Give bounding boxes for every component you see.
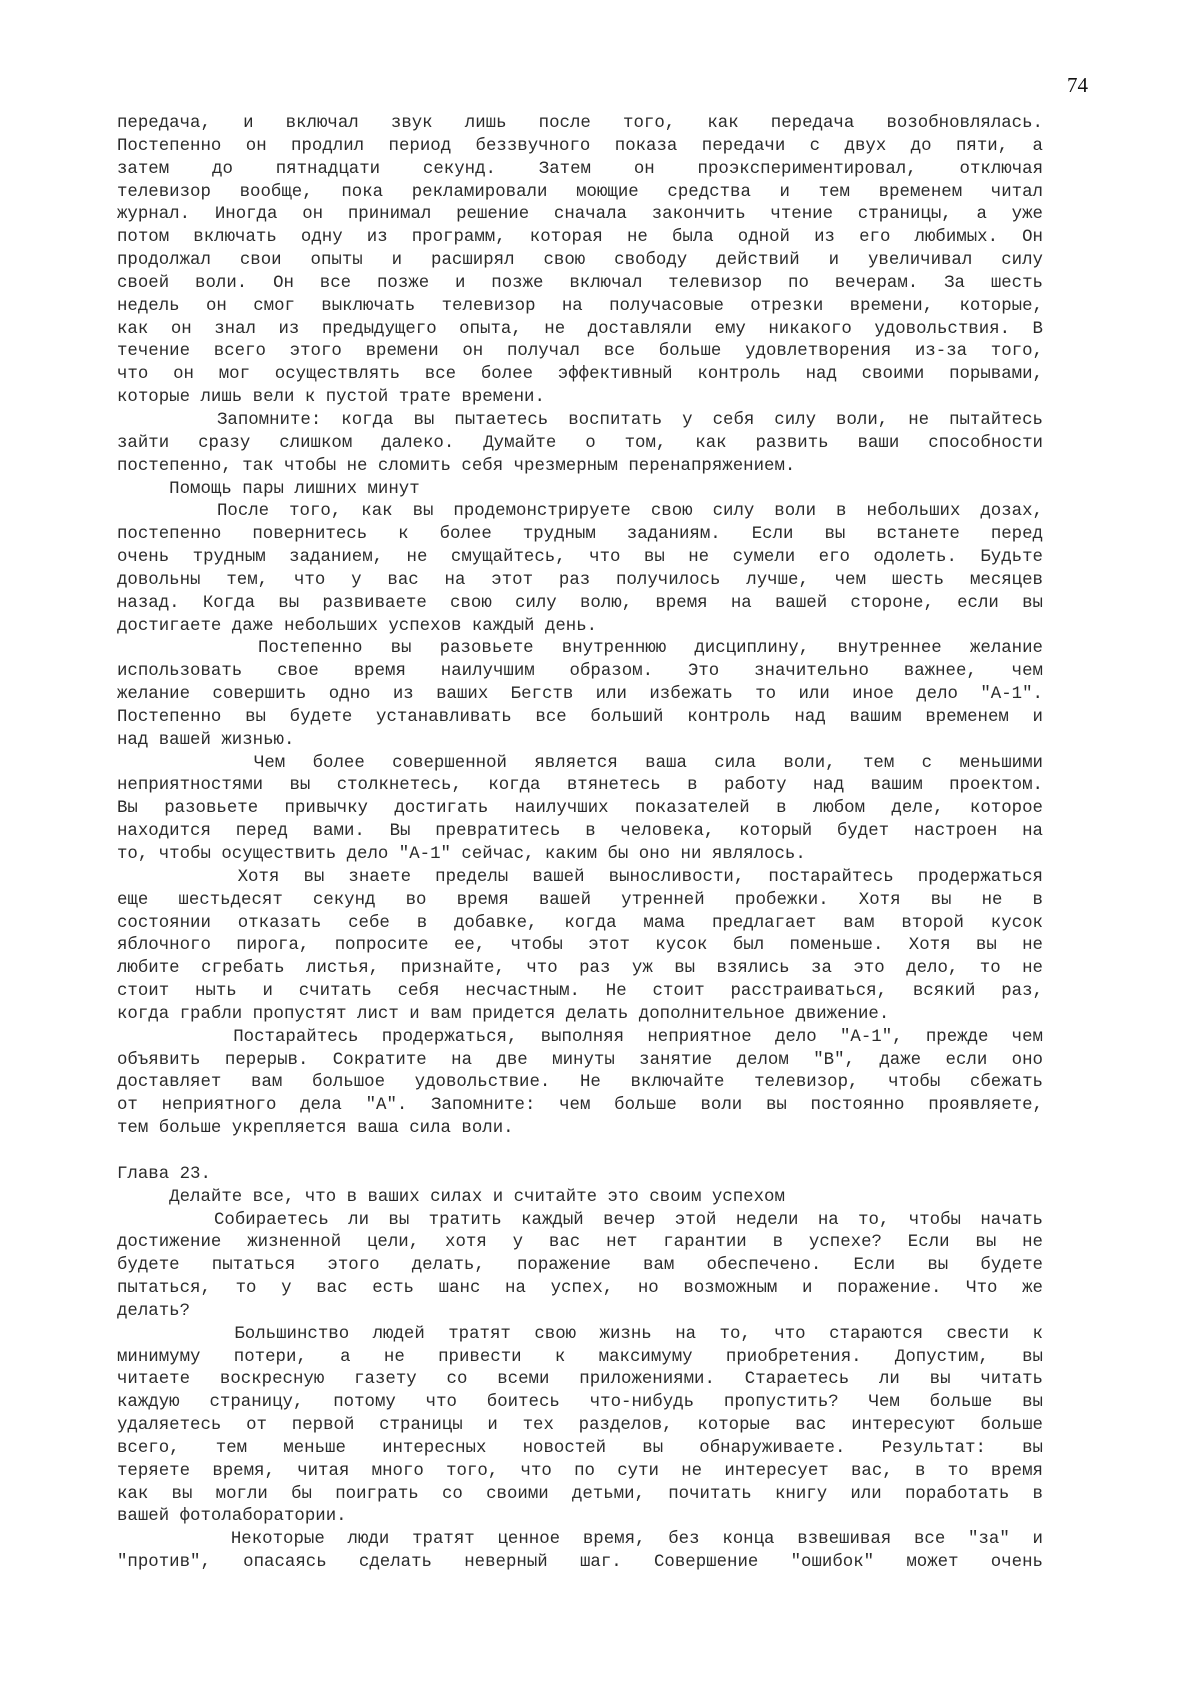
text-line: Помощь пары лишних минут: [117, 479, 420, 499]
text-line: всего, тем меньше интересных новостей вы обнаруживаете. Результат: вы: [117, 1438, 1043, 1458]
text-line: потом включать одну из программ, которая не была одной из его любимых. Он: [117, 228, 1043, 248]
text-line: находится перед вами. Вы превратитесь в человека, который будет настроен на: [117, 822, 1043, 842]
text-line: желание совершить одно из ваших Бегств или избежать то или иное дело "А-1".: [117, 685, 1043, 705]
text-line: Чем более совершенной является ваша сила воли, тем с меньшими: [117, 753, 1043, 773]
text-line: продолжал свои опыты и расширял свою свободу действий и увеличивал силу: [117, 251, 1043, 271]
paragraph: [117, 501, 1043, 638]
text-line: что он мог осуществлять все более эффективный контроль над своими порывами,: [117, 365, 1043, 385]
text-line: назад. Когда вы развиваете свою силу волю, время на вашей стороне, если вы: [117, 593, 1043, 613]
paragraph: [117, 1324, 1043, 1530]
paragraph: [117, 113, 1043, 410]
text-line: стоит ныть и считать себя несчастным. Не стоит расстраиваться, всякий раз,: [117, 982, 1043, 1002]
text-line: яблочного пирога, попросите ее, чтобы этот кусок был поменьше. Хотя вы не: [117, 936, 1043, 956]
text-line: Постепенно вы будете устанавливать все больший контроль над вашим временем и: [117, 707, 1043, 727]
text-line: течение всего этого времени он получал все больше удовлетворения из-за того,: [117, 342, 1043, 362]
paragraph: [117, 1187, 1043, 1210]
text-line: постепенно повернитесь к более трудным заданиям. Если вы встанете перед: [117, 525, 1043, 545]
paragraph: [117, 1529, 1043, 1575]
text-line: удаляетесь от первой страницы и тех разделов, которые вас интересуют больше: [117, 1416, 1043, 1436]
text-line: "против", опасаясь сделать неверный шаг. Совершение "ошибок" может очень: [117, 1553, 1043, 1573]
text-line: Глава 23.: [117, 1164, 211, 1184]
text-line: журнал. Иногда он принимал решение сначала закончить чтение страницы, а уже: [117, 205, 1043, 225]
text-line: от неприятного дела "А". Запомните: чем больше воли вы постоянно проявляете,: [117, 1096, 1043, 1116]
text-line: Постарайтесь продержаться, выполняя неприятное дело "А-1", прежде чем: [117, 1027, 1043, 1047]
text-line: Вы разовьете привычку достигать наилучших показателей в любом деле, которое: [117, 799, 1043, 819]
text-line: когда грабли пропустят лист и вам придется делать дополнительное движение.: [117, 1004, 890, 1024]
text-line: Делайте все, что в ваших силах и считайте это своим успехом: [117, 1187, 785, 1207]
text-line: как вы могли бы поиграть со своими детьми, почитать книгу или поработать в: [117, 1484, 1043, 1504]
text-line: объявить перерыв. Сократите на две минуты занятие делом "В", даже если оно: [117, 1050, 1043, 1070]
paragraph: [117, 753, 1043, 867]
text-line: очень трудным заданием, не смущайтесь, что вы не сумели его одолеть. Будьте: [117, 548, 1043, 568]
text-line: Постепенно вы разовьете внутреннюю дисциплину, внутреннее желание: [117, 639, 1043, 659]
blank-line: [117, 1141, 1043, 1164]
text-line: недель он смог выключать телевизор на получасовые отрезки времени, которые,: [117, 296, 1043, 316]
text-line: телевизор вообще, пока рекламировали моющие средства и тем временем читал: [117, 182, 1043, 202]
text-line: После того, как вы продемонстрируете свою силу воли в небольших дозах,: [117, 502, 1043, 522]
text-line: минимуму потери, а не привести к максимуму приобретения. Допустим, вы: [117, 1347, 1043, 1367]
text-line: над вашей жизнью.: [117, 730, 295, 750]
text-line: Постепенно он продлил период беззвучного показа передачи с двух до пяти, а: [117, 136, 1043, 156]
text-line: затем до пятнадцати секунд. Затем он проэкспериментировал, отключая: [117, 159, 1043, 179]
text-line: тем больше укрепляется ваша сила воли.: [117, 1119, 514, 1139]
text-line: делать?: [117, 1301, 191, 1321]
text-line: читаете воскресную газету со всеми приложениями. Стараетесь ли вы читать: [117, 1370, 1043, 1390]
text-line: постепенно, так чтобы не сломить себя чрезмерным перенапряжением.: [117, 456, 796, 476]
page-number: 74: [1067, 73, 1088, 97]
paragraph: [117, 638, 1043, 752]
paragraph: [117, 867, 1043, 1027]
text-line: пытаться, то у вас есть шанс на успех, но возможным и поражение. Что же: [117, 1279, 1043, 1299]
text-line: каждую страницу, потому что боитесь что-нибудь пропустить? Чем больше вы: [117, 1393, 1043, 1413]
text-line: Собираетесь ли вы тратить каждый вечер этой недели на то, чтобы начать: [117, 1210, 1043, 1230]
text-line: которые лишь вели к пустой трате времени.: [117, 388, 545, 408]
text-line: доставляет вам большое удовольствие. Не включайте телевизор, чтобы сбежать: [117, 1073, 1043, 1093]
text-line: довольны тем, что у вас на этот раз получилось лучше, чем шесть месяцев: [117, 570, 1043, 590]
text-line: использовать свое время наилучшим образом. Это значительно важнее, чем: [117, 662, 1043, 682]
text-line: Большинство людей тратят свою жизнь на то, что стараются свести к: [117, 1324, 1043, 1344]
text-line: своей воли. Он все позже и позже включал телевизор по вечерам. За шесть: [117, 273, 1043, 293]
paragraph: [117, 410, 1043, 479]
text-line: то, чтобы осуществить дело "А-1" сейчас, каким бы оно ни являлось.: [117, 845, 806, 864]
text-line: как он знал из предыдущего опыта, не доставляли ему никакого удовольствия. В: [117, 319, 1043, 339]
text-line: зайти сразу слишком далеко. Думайте о том, как развить ваши способности: [117, 433, 1043, 453]
text-line: любите сгребать листья, признайте, что раз уж вы взялись за это дело, то не: [117, 959, 1043, 979]
text-line: состоянии отказать себе в добавке, когда мама предлагает вам второй кусок: [117, 913, 1043, 933]
text-line: теряете время, читая много того, что по сути не интересует вас, в то время: [117, 1461, 1043, 1481]
text-line: будете пытаться этого делать, поражение вам обеспечено. Если вы будете: [117, 1256, 1043, 1276]
paragraph: [117, 1164, 1043, 1187]
paragraph: [117, 1210, 1043, 1324]
body-text: [117, 113, 1043, 1575]
text-line: неприятностями вы столкнетесь, когда втянетесь в работу над вашим проектом.: [117, 776, 1043, 796]
text-line: еще шестьдесят секунд во время вашей утренней пробежки. Хотя вы не в: [117, 890, 1043, 910]
text-line: передача, и включал звук лишь после того, как передача возобновлялась.: [117, 114, 1043, 133]
text-line: достигаете даже небольших успехов каждый день.: [117, 616, 598, 636]
text-line: достижение жизненной цели, хотя у вас нет гарантии в успехе? Если вы не: [117, 1233, 1043, 1253]
text-line: вашей фотолаборатории.: [117, 1507, 347, 1527]
paragraph: [117, 1027, 1043, 1141]
paragraph: [117, 479, 1043, 502]
text-line: Некоторые люди тратят ценное время, без конца взвешивая все "за" и: [117, 1530, 1043, 1550]
text-line: Хотя вы знаете пределы вашей выносливости, постарайтесь продержаться: [117, 867, 1043, 887]
text-line: Запомните: когда вы пытаетесь воспитать у себя силу воли, не пытайтесь: [117, 410, 1043, 430]
